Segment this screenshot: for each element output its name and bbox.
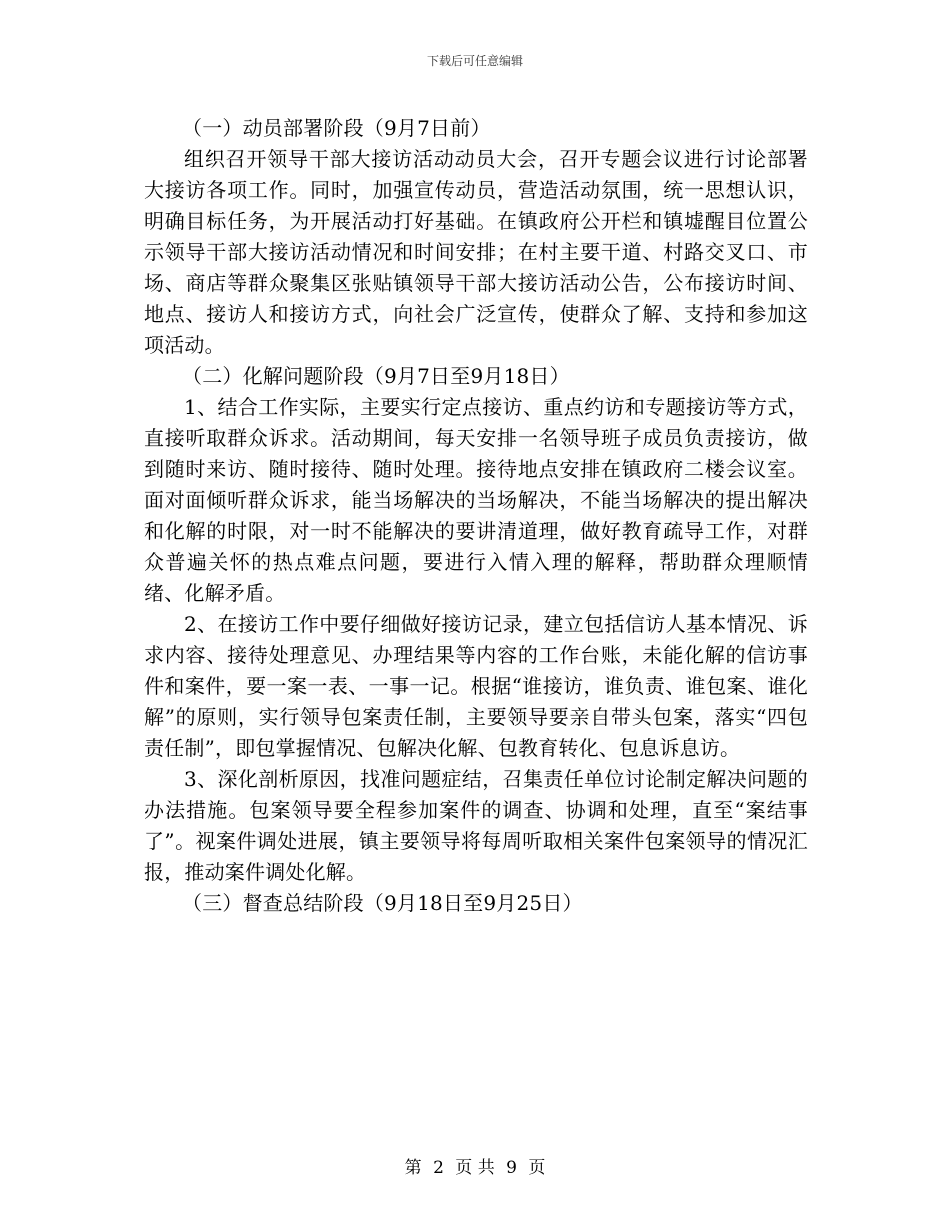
section-heading-2: （二）化解问题阶段（9月7日至9月18日） <box>182 364 570 388</box>
paragraph-mobilization: 组织召开领导干部大接访活动动员大会，召开专题会议进行讨论部署大接访各项工作。同时，加强宣传动员，营造活动氛围，统一思想认识，明确目标任务，为开展活动打好基础。在镇政府公开栏和镇墟醒目位置公示领导干部大接访活动情况和时间安排；在村主要干道、村路交叉口、市场、商店等群众聚集区张贴镇领导干部大接访活动公告，公布接访时间、地点、接访人和接访方式，向社会广泛宣传，使群众了解、支持和参加这项活动。 <box>144 147 808 357</box>
header-note: 下载后可任意编辑 <box>426 54 523 68</box>
document-body <box>144 113 808 919</box>
paragraph-item-1: 1、结合工作实际，主要实行定点接访、重点约访和专题接访等方式，直接听取群众诉求。活动期间，每天安排一名领导班子成员负责接访，做到随时来访、随时接待、随时处理。接待地点安排在镇政府二楼会议室。面对面倾听群众诉求，能当场解决的当场解决，不能当场解决的提出解决和化解的时限，对一时不能解决的要讲清道理，做好教育疏导工作，对群众普遍关怀的热点难点问题，要进行入情入理的解释，帮助群众理顺情绪、化解矛盾。 <box>144 395 808 605</box>
page-total: 9 <box>506 1158 517 1178</box>
section-heading-3: （三）督查总结阶段（9月18日至9月25日） <box>182 891 583 915</box>
page-number: 2 <box>433 1158 444 1178</box>
paragraph-item-2: 2、在接访工作中要仔细做好接访记录，建立包括信访人基本情况、诉求内容、接待处理意见、办理结果等内容的工作台账，未能化解的信访事件和案件，要一案一表、一事一记。根据“谁接访，谁负责、谁包案、谁化解”的原则，实行领导包案责任制，主要领导要亲自带头包案，落实“四包责任制”，即包掌握情况、包解决化解、包教育转化、包息诉息访。 <box>144 612 808 760</box>
footer-suffix: 页 <box>528 1158 546 1178</box>
footer-middle: 页 共 <box>455 1158 495 1178</box>
page-footer <box>0 1153 950 1178</box>
section-heading-1: （一）动员部署阶段（9月7日前） <box>182 116 491 140</box>
paragraph-item-3: 3、深化剖析原因，找准问题症结，召集责任单位讨论制定解决问题的办法措施。包案领导要全程参加案件的调查、协调和处理，直至“案结事了”。视案件调处进展，镇主要领导将每周听取相关案件包案领导的情况汇报，推动案件调处化解。 <box>144 767 808 884</box>
footer-prefix: 第 <box>404 1158 422 1178</box>
